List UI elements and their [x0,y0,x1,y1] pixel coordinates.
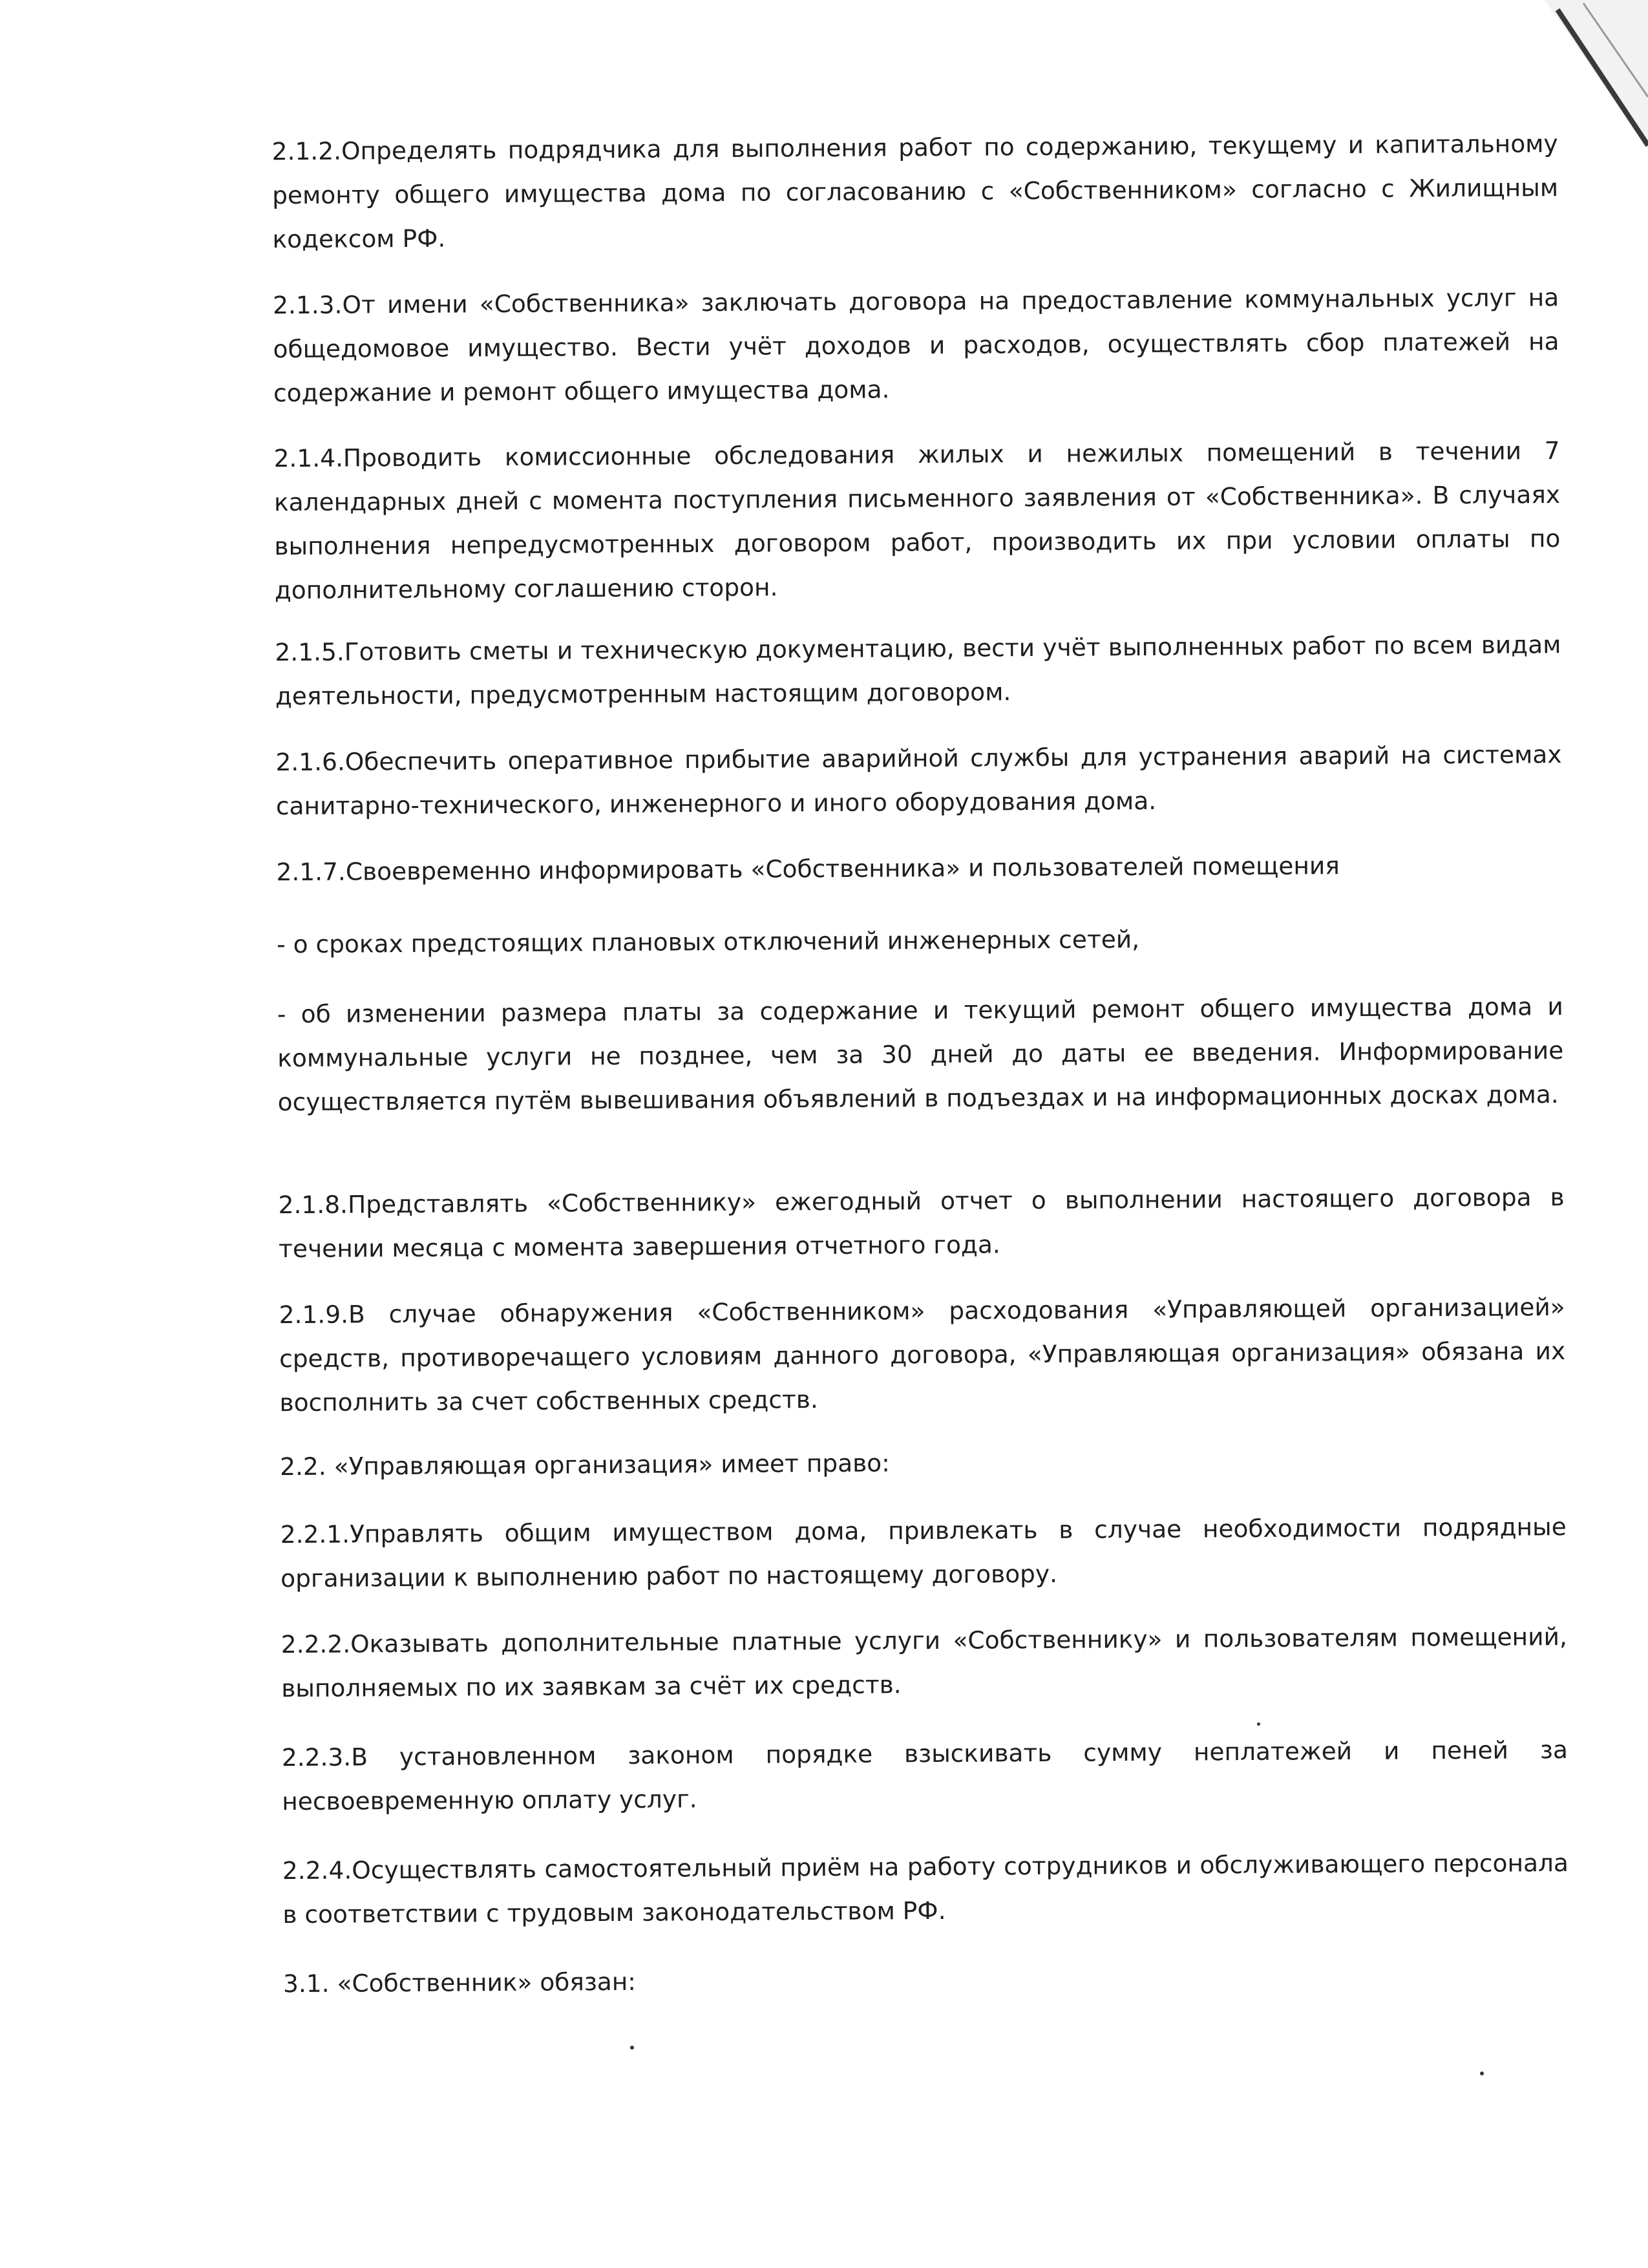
paragraph-2-1-3: 2.1.3.От имени «Собственника» заключать договора на предоставление коммунальных услуг на общедомовое имущество. Вести учёт доходов и расходов, осуществлять сбор платежей на содержание и ремонт общего имущества дома. [273,283,1559,408]
paragraph-2-1-2: 2.1.2.Определять подрядчика для выполнения работ по содержанию, текущему и капитальному ремонту общего имущества дома по согласованию с «Собственником» согласно с Жилищным кодексом РФ. [271,129,1559,254]
paragraph-2-2: 2.2. «Управляющая организация» имеет право: [280,1448,890,1481]
paragraph-2-1-5: 2.1.5.Готовить сметы и техническую документацию, вести учёт выполненных работ по всем видам деятельности, предусмотренным настоящим договором. [275,630,1561,711]
paragraph-2-2-4: 2.2.4.Осуществлять самостоятельный приём на работу сотрудников и обслуживающего персонала в соответствии с трудовым законодательством РФ. [282,1848,1569,1929]
paragraph-2-1-6: 2.1.6.Обеспечить оперативное прибытие аварийной службы для устранения аварий на системах санитарно-технического, инженерного и иного оборудования дома. [275,740,1562,821]
scan-speck [630,2046,634,2050]
paragraph-2-2-3: 2.2.3.В установленном законом порядке взыскивать сумму неплатежей и пеней за несвоевременную оплату услуг. [281,1735,1568,1816]
paragraph-2-2-2: 2.2.2.Оказывать дополнительные платные услуги «Собственнику» и пользователям помещений, выполняемых по их заявкам за счёт их средств. [280,1622,1567,1703]
paragraph-2-1-4: 2.1.4.Проводить комиссионные обследования жилых и нежилых помещений в течении 7 календарных дней с момента поступления письменного заявления от «Собственника». В случаях выполнения непредусмотренных договором работ, производить их при условии оплаты по дополнительному соглашению сторон. [273,436,1561,605]
paragraph-2-1-9: 2.1.9.В случае обнаружения «Собственником» расходования «Управляющей организацией» средств, противоречащего условиям данного договора, «Управляющая организация» обязана их восполнить за счет собственных средств. [279,1293,1566,1417]
paragraph-2-2-1: 2.2.1.Управлять общим имуществом дома, привлекать в случае необходимости подрядные организации к выполнению работ по настоящему договору. [280,1512,1567,1593]
paragraph-2-1-8: 2.1.8.Представлять «Собственнику» ежегодный отчет о выполнении настоящего договора в течении месяца с момента завершения отчетного года. [278,1183,1565,1264]
scan-speck [1480,2072,1484,2075]
paragraph-2-1-7-item-a: - о сроках предстоящих плановых отключений инженерных сетей, [277,925,1140,959]
paragraph-3-1: 3.1. «Собственник» обязан: [282,1967,637,1998]
scan-speck [1257,1722,1260,1726]
paragraph-2-1-7: 2.1.7.Своевременно информировать «Собственника» и пользователей помещения [276,851,1340,887]
page-corner-fold [1545,0,1648,149]
paragraph-2-1-7-item-b: - об изменении размера платы за содержание и текущий ремонт общего имущества дома и коммунальные услуги не позднее, чем за 30 дней до даты ее введения. Информирование осуществляется путём вывешивания объявлений в подъездах и на информационных досках дома. [277,992,1564,1117]
